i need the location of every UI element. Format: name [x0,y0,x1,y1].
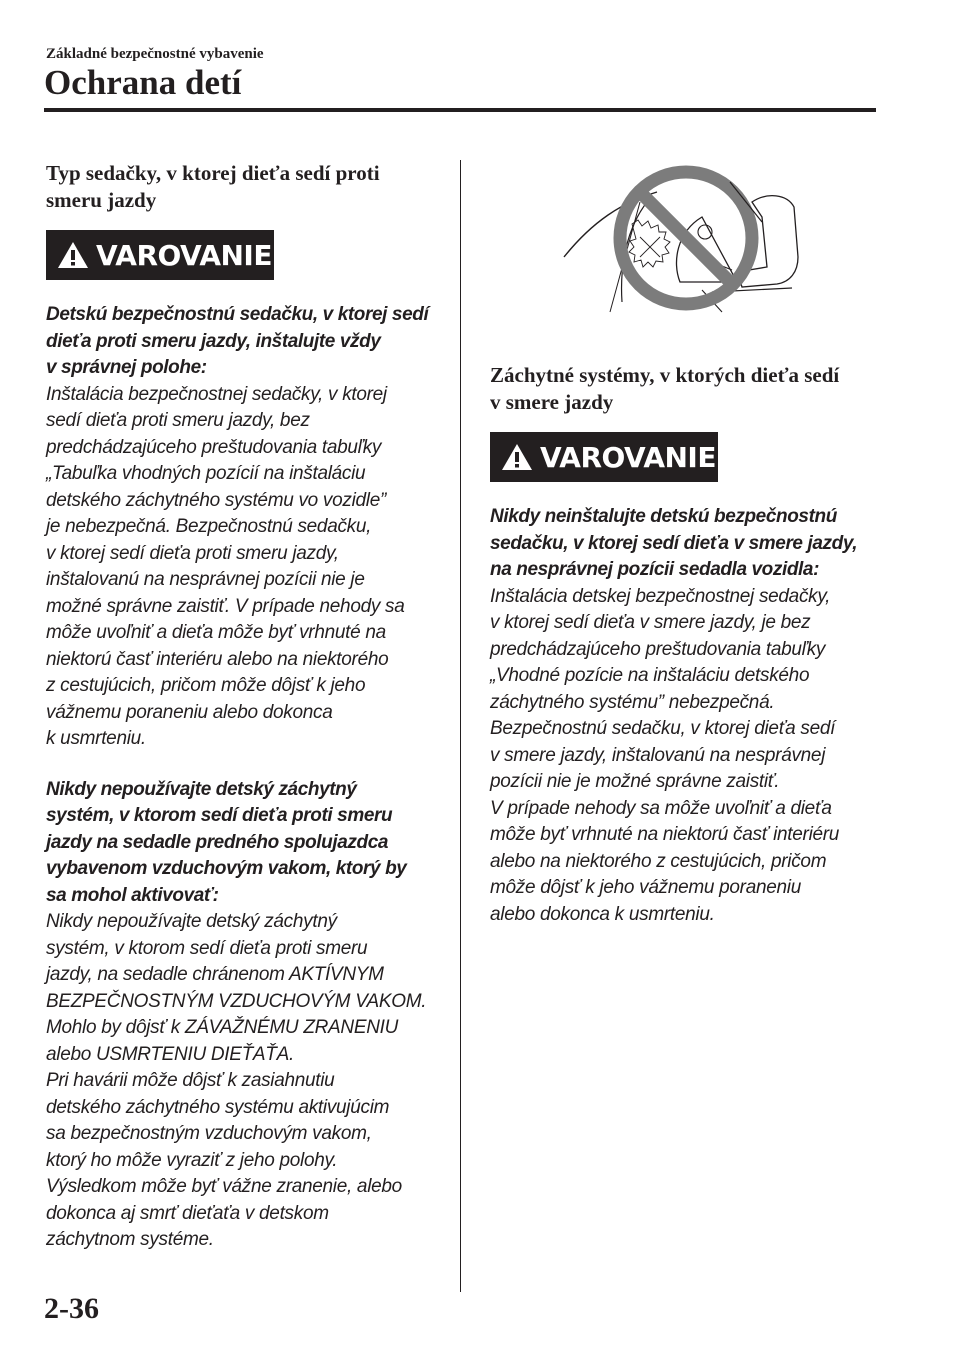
chapter-title: Ochrana detí [44,63,242,102]
warning-block [46,777,446,1254]
warning-block [490,504,880,928]
warning-badge [490,432,718,482]
warning-title: Detskú bezpečnostnú sedačku, v ktorej sedí dieťa proti smeru jazdy, inštalujte vždy v správnej polohe: [46,304,429,378]
warning-body: Nikdy nepoužívajte detský záchytný systém, v ktorom sedí dieťa proti smeru jazdy, na sedadle chránenom AKTÍVNYM BEZPEČNOSTNÝM VZDUCHOVÝM VAKOM. Mohlo by dôjsť k ZÁVAŽNÉMU ZRANENIU alebo USMRTENIU DIEŤAŤA. Pri havárii môže dôjsť k zasiahnutiu detského záchytného systému aktivujúcim sa bezpečnostným vzduchovým vakom, ktorý ho môže vyraziť z jeho polohy. Výsledkom môže byť vážne zranenie, alebo dokonca aj smrť dieťaťa v detskom záchytnom systéme. [46,911,427,1250]
warning-triangle-icon [56,240,90,270]
right-column [490,362,880,928]
warning-title: Nikdy nepoužívajte detský záchytný systém, v ktorom sedí dieťa proti smeru jazdy na sedadle predného spolujazdca vybavenom vzduchovým vakom, ktorý by sa mohol aktivovať: [46,778,407,906]
prohibited-rear-facing-seat-illustration [562,162,802,322]
left-column [46,160,446,1254]
warning-body: Inštalácia bezpečnostnej sedačky, v ktorej sedí dieťa proti smeru jazdy, bez predchádzajúceho preštudovania tabuľky „Tabuľka vhodných pozícií na inštaláciu detského záchytného systému vo vozidle” je nebezpečná. Bezpečnostnú sedačku, v ktorej sedí dieťa proti smeru jazdy, inštalovanú na nesprávnej pozícii nie je možné správne zaistiť. V prípade nehody sa môže uvoľniť a dieťa môže byť vrhnuté na niektorú časť interiéru alebo na niektorého z cestujúcich, pričom môže dôjsť k jeho vážnemu poraneniu alebo dokonca k usmrteniu. [46,383,405,749]
section-label: Základné bezpečnostné vybavenie [46,46,264,62]
warning-badge [46,230,274,280]
warning-triangle-icon [500,442,534,472]
warning-block [46,302,446,753]
warning-title: Nikdy neinštalujte detskú bezpečnostnú sedačku, v ktorej sedí dieťa v smere jazdy, na nesprávnej pozícii sedadla vozidla: [490,506,858,580]
warning-label: VAROVANIE [96,238,272,272]
page-number: 2-36 [44,1292,99,1325]
warning-body: Inštalácia detskej bezpečnostnej sedačky, v ktorej sedí dieťa v smere jazdy, je bez predchádzajúceho preštudovania tabuľky „Vhodné pozície na inštaláciu detského záchytného systému” nebezpečná. Bezpečnostnú sedačku, v ktorej dieťa sedí v smere jazdy, inštalovanú na nesprávnej pozícii nie je možné správne zaistiť. V prípade nehody sa môže uvoľniť a dieťa môže byť vrhnuté na niektorú časť interiéru alebo na niektorého z cestujúcich, pričom môže dôjsť k jeho vážnemu poraneniu alebo dokonca k usmrteniu. [490,585,840,925]
header-rule [44,108,876,112]
column-divider [460,160,461,1292]
forward-facing-heading: Záchytné systémy, v ktorých dieťa sedí v smere jazdy [490,363,840,414]
rear-facing-heading: Typ sedačky, v ktorej dieťa sedí proti smeru jazdy [46,161,380,212]
warning-label: VAROVANIE [540,440,716,474]
